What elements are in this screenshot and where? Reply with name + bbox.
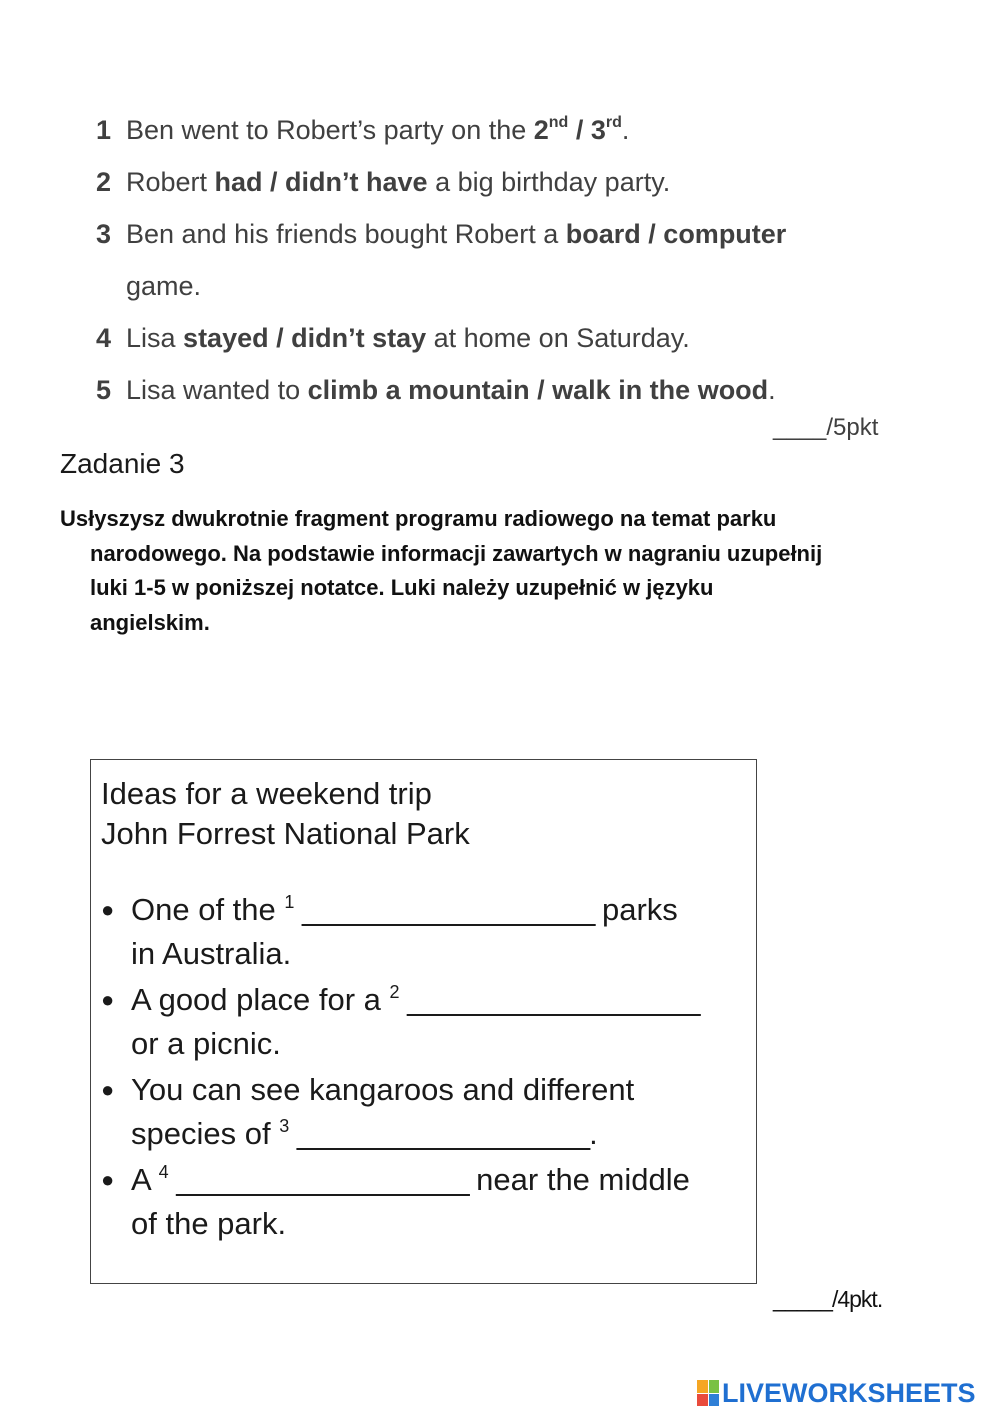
instruction-line: narodowego. Na podstawie informacji zawartych w nagraniu uzupełnij: [90, 540, 823, 566]
gap-number: 4: [158, 1162, 169, 1182]
statement-4: 4 Lisa stayed / didn’t stay at home on Saturday.: [96, 323, 690, 353]
option-choice[interactable]: stayed / didn’t stay: [183, 323, 427, 353]
item-text: Ben and his friends bought Robert a: [126, 219, 566, 249]
bullet-icon: ●: [101, 1167, 115, 1192]
statement-1: 1 Ben went to Robert’s party on the 2nd / 3rd.: [96, 114, 630, 145]
instruction-line: luki 1-5 w poniższej notatce. Luki należy uzupełnić w języku: [90, 575, 714, 600]
item-number: 3: [96, 219, 112, 249]
option-choice[interactable]: climb a mountain / walk in the wood: [307, 375, 769, 405]
bullet-icon: ●: [101, 897, 115, 922]
gap-number: 3: [279, 1116, 290, 1136]
gap-3-input[interactable]: __________________: [289, 1116, 590, 1151]
bullet-icon: ●: [101, 1077, 115, 1102]
option-a[interactable]: 2nd: [533, 114, 569, 145]
gap-number: 1: [284, 892, 295, 912]
item-number: 5: [96, 375, 112, 405]
item-number: 2: [96, 167, 112, 197]
note-box: Ideas for a weekend trip John Forrest National Park ● One of the $^1$ __________________ parks in Australia. ● A good place for a $^2$ __________________ or a picnic. ● You can see kangaroos and different species of $^3$ __________________. ● A $^4$ __________________ near the middle of the park.: [90, 759, 757, 1284]
note-subtitle: John Forrest National Park: [101, 816, 470, 851]
gap-2-input[interactable]: __________________: [399, 982, 700, 1017]
gap-1-input[interactable]: __________________: [294, 892, 602, 927]
logo-text: LIVEWORKSHEETS: [722, 1377, 976, 1408]
item-text: Lisa: [126, 323, 184, 353]
item-number: 4: [96, 323, 112, 353]
item-text: Ben went to Robert’s party on the: [126, 115, 534, 145]
option-b[interactable]: 3rd: [590, 114, 622, 145]
statement-3-continuation: game.: [126, 271, 202, 301]
instruction-line: angielskim.: [90, 609, 210, 635]
task-instructions: [60, 502, 940, 640]
statement-3: [96, 218, 786, 250]
statement-5: 5 Lisa wanted to climb a mountain / walk in the wood.: [96, 375, 776, 405]
item-text: Robert: [126, 167, 215, 197]
option-separator: /: [568, 115, 591, 145]
instruction-line: Usłyszysz dwukrotnie fragment programu radiowego na temat parku: [60, 506, 777, 531]
item-text: Lisa wanted to: [126, 375, 308, 405]
liveworksheets-logo-icon: [697, 1380, 719, 1406]
task-title: Zadanie 3: [60, 448, 185, 479]
option-choice[interactable]: had / didn’t have: [214, 167, 428, 197]
item-number: 1: [96, 115, 112, 145]
gap-number: 2: [389, 982, 400, 1002]
option-choice[interactable]: board / computer: [565, 219, 787, 249]
bullet-icon: ●: [101, 987, 115, 1012]
score-field-task-3[interactable]: _____/4pkt.: [773, 1286, 883, 1312]
statement-2: 2 Robert had / didn’t have a big birthday party.: [96, 167, 671, 197]
gap-4-input[interactable]: __________________: [168, 1162, 477, 1197]
score-field-task-2[interactable]: ____/5pkt: [773, 414, 879, 441]
liveworksheets-logo: [697, 1377, 976, 1409]
note-title: Ideas for a weekend trip: [101, 776, 432, 811]
